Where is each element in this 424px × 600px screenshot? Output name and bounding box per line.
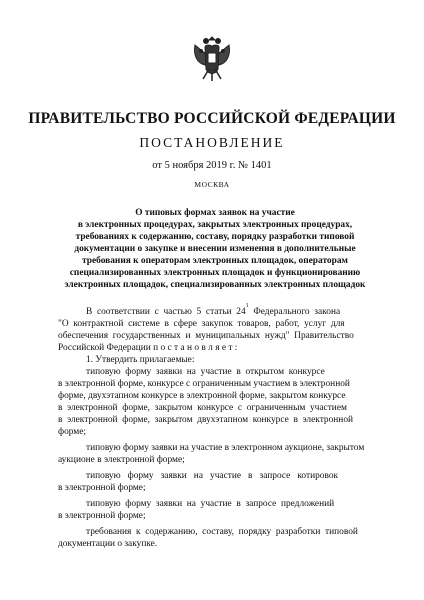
paragraph-line: типовую форму заявки на участие в запросе предложений (86, 499, 335, 509)
item-heading: 1. Утвердить прилагаемые: (86, 355, 195, 365)
preamble-text: Федерального закона (248, 307, 341, 317)
title-line: требованиях к содержанию, составу, порядку разработки типовой (75, 232, 355, 242)
title-line: в электронных процедурах, закрытых электронных процедурах, (77, 220, 353, 230)
preamble-line: обеспечения государственных и муниципальных нужд" Правительство (58, 331, 354, 341)
title-line: О типовых формах заявок на участие (135, 208, 295, 218)
decree-date-number: от 5 ноября 2019 г. № 1401 (152, 160, 272, 171)
paragraph-line: документации о закупке. (58, 539, 158, 549)
paragraph-line: в электронной форме, закрытом двухэтапном конкурсе в электронной (58, 415, 354, 425)
decree-type: ПОСТАНОВЛЕНИЕ (139, 135, 285, 150)
paragraph-line: форме; (58, 427, 87, 437)
paragraph-line: типовую форму заявки на участие в электронном аукционе, закрытом (86, 443, 365, 453)
paragraph-line: в электронной форме, закрытом конкурсе с ограниченным участием (58, 403, 347, 413)
paragraph-line: требования к содержанию, составу, порядку разработки типовой (86, 527, 358, 537)
paragraph-line: форме, двухэтапном конкурсе в электронной форме, закрытом конкурсе (58, 391, 346, 401)
preamble-line: "О контрактной системе в сфере закупок товаров, работ, услуг для (58, 319, 345, 329)
preamble-line (58, 303, 370, 318)
paragraph-line: типовую форму заявки на участие в запросе котировок (86, 471, 339, 481)
decree-city: МОСКВА (194, 180, 230, 189)
government-heading: ПРАВИТЕЛЬСТВО РОССИЙСКОЙ ФЕДЕРАЦИИ (28, 110, 396, 127)
paragraph-line: типовую форму заявки на участие в открытом конкурсе (86, 367, 325, 377)
article-superscript: 1 (245, 303, 249, 309)
title-line: требования к операторам электронных площадок, операторам (82, 256, 348, 266)
title-line: документации о закупке и внесении изменения в дополнительные (74, 244, 356, 254)
decree-body (58, 303, 370, 550)
paragraph-line: в электронной форме; (58, 511, 146, 521)
paragraph-line: аукционе в электронной форме; (58, 455, 185, 465)
decree-title (60, 207, 370, 291)
preamble-text: В соответствии с частью 5 статьи 24 (86, 307, 246, 317)
russian-coat-of-arms-icon (189, 31, 235, 87)
preamble-line: Российской Федерации п о с т а н о в л я е т : (58, 343, 238, 353)
paragraph-line: в электронной форме; (58, 483, 146, 493)
title-line: специализированных электронных площадок и функционированию (69, 268, 361, 278)
title-line: электронных площадок, специализированных электронных площадок (64, 280, 366, 290)
paragraph-line: в электронной форме, конкурсе с ограниченным участием в электронной (58, 379, 350, 389)
